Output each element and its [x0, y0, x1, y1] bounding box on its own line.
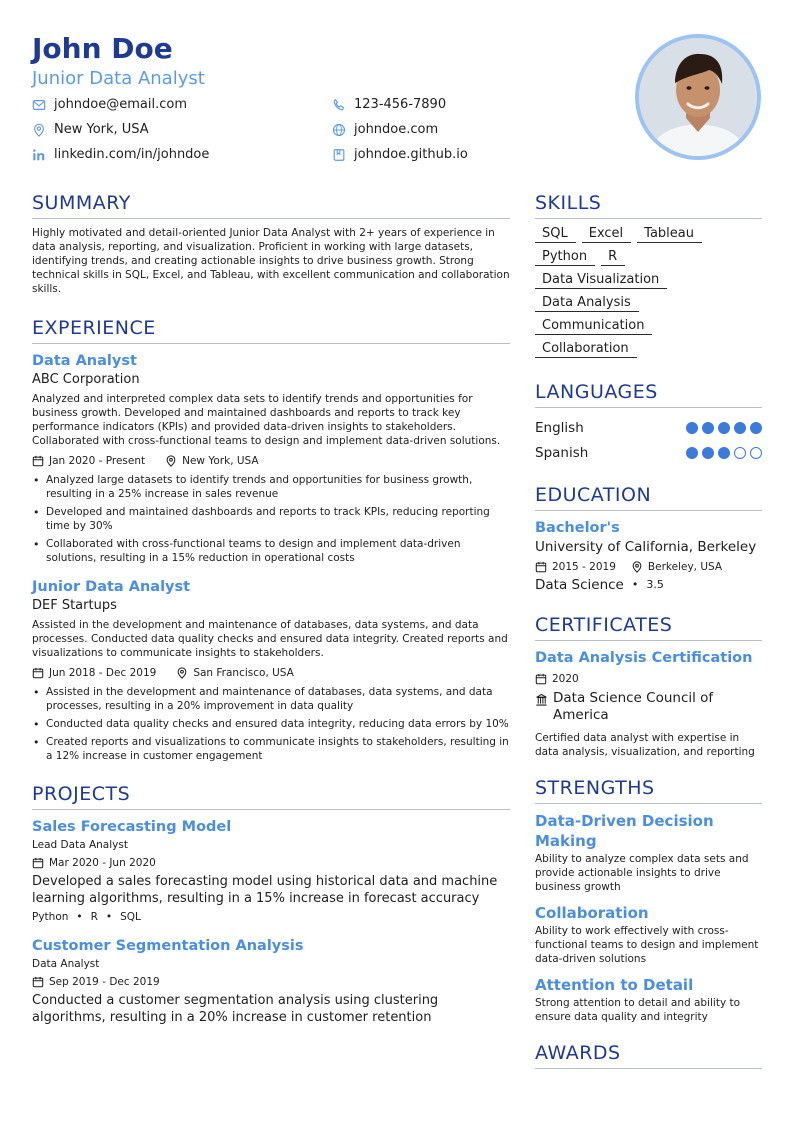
- experience-bullets: [32, 685, 510, 763]
- certificate-name: Data Analysis Certification: [535, 650, 753, 666]
- level-dot-filled: [702, 422, 714, 434]
- contact-website[interactable]: [332, 120, 592, 139]
- calendar-icon: [535, 673, 547, 685]
- project-tag: SQL: [120, 911, 141, 923]
- bullet-item: • Assisted in the development and maintenance of databases, data systems, and data processes, resulting in a 20% improvement in data quality: [46, 685, 510, 713]
- bullet-item: • Analyzed large datasets to identify trends and opportunities for business growth, resulting in a 25% increase in sales revenue: [46, 473, 510, 501]
- education-meta: [535, 559, 762, 575]
- experience-description: Assisted in the development and maintenance of databases, data systems, and data processes. Conducted data quality checks and ensured data integrity. Created reports and visualizations to communicate insights to stakeholders.: [32, 619, 508, 659]
- education-field-row: Data Science • 3.5: [535, 577, 664, 593]
- calendar-icon: [32, 455, 44, 467]
- calendar-icon: [32, 857, 44, 869]
- project-description: Developed a sales forecasting model using historical data and machine learning algorithms, resulting in a 15% increase in forecast accuracy: [32, 874, 498, 906]
- level-dot-empty: [734, 447, 746, 459]
- calendar-icon: [535, 561, 547, 573]
- strength-text: Ability to work effectively with cross-functional teams to design and implement data-driven solutions: [535, 925, 759, 965]
- location-text: New York, USA: [54, 122, 149, 137]
- project-dates: Sep 2019 - Dec 2019: [49, 976, 160, 988]
- skills-heading: SKILLS: [535, 190, 762, 219]
- globe-icon: [332, 123, 346, 137]
- certificate-meta: [535, 671, 762, 687]
- experience-dates: Jun 2018 - Dec 2019: [49, 667, 157, 679]
- skill-tag: Excel: [582, 226, 631, 243]
- experience-bullets: [32, 473, 510, 565]
- contact-github[interactable]: [332, 145, 592, 164]
- experience-description: Analyzed and interpreted complex data sets to identify trends and opportunities for business growth. Developed and maintained dashboards and reports to track key performance indicators (KPIs) and provided data-driven insights to stakeholders. Collaborated with cross-functional teams to design and implement data-driven solutions.: [32, 393, 501, 447]
- project-role: Lead Data Analyst: [32, 839, 128, 851]
- certificate-issuer: Data Science Council of America: [553, 690, 714, 723]
- contact-phone[interactable]: [332, 95, 592, 114]
- education-degree: Bachelor's: [535, 520, 620, 536]
- education-field: Data Science: [535, 577, 624, 593]
- bullet-item: • Developed and maintained dashboards and reports to track KPIs, reducing reporting time by 30%: [46, 505, 510, 533]
- summary-heading: SUMMARY: [32, 190, 510, 219]
- experience-company: ABC Corporation: [32, 372, 140, 387]
- level-dot-filled: [750, 422, 762, 434]
- experience-location: San Francisco, USA: [193, 667, 294, 679]
- phone-icon: [332, 98, 346, 112]
- experience-role: Data Analyst: [32, 353, 137, 369]
- skill-tag: Communication: [535, 318, 652, 335]
- certificate-description: Certified data analyst with expertise in data analysis, visualization, and reporting: [535, 732, 755, 758]
- project-name: Customer Segmentation Analysis: [32, 938, 304, 954]
- linkedin-icon: [32, 148, 46, 162]
- language-row: [535, 440, 762, 465]
- language-level-dots: [686, 447, 762, 459]
- language-row: [535, 415, 762, 440]
- strength-title: Collaboration: [535, 904, 649, 922]
- skill-tag: Python: [535, 249, 595, 266]
- skills-list: [535, 226, 762, 358]
- mail-icon: [32, 98, 46, 112]
- contact-email[interactable]: [32, 95, 332, 114]
- experience-location: New York, USA: [182, 455, 259, 467]
- project-item: [32, 817, 510, 924]
- strength-text: Strong attention to detail and ability to ensure data quality and integrity: [535, 997, 741, 1023]
- building-icon: [535, 693, 548, 706]
- resume-header: [32, 32, 592, 164]
- language-name: Spanish: [535, 444, 589, 461]
- bookmark-icon: [332, 148, 346, 162]
- bullet-item: • Collaborated with cross-functional teams to design and implement data-driven solutions, resulting in a 15% reduction in operational costs: [46, 537, 510, 565]
- bullet-item: • Created reports and visualizations to communicate insights to stakeholders, resulting in a 12% increase in customer engagement: [46, 735, 510, 763]
- project-dates: Mar 2020 - Jun 2020: [49, 857, 156, 869]
- contact-list: [32, 95, 592, 164]
- strength-title: Attention to Detail: [535, 976, 694, 994]
- level-dot-filled: [734, 422, 746, 434]
- project-name: Sales Forecasting Model: [32, 819, 232, 835]
- summary-text: Highly motivated and detail-oriented Junior Data Analyst with 2+ years of experience in data analysis, reporting, and visualization. Proficient in working with large datasets, identifying trends, and creating actionable insights to drive business growth. Strong technical skills in SQL, Excel, and Tableau, with excellent communication and collaboration skills.: [32, 227, 510, 295]
- language-level-dots: [686, 422, 762, 434]
- portrait-illustration: [639, 38, 757, 156]
- level-dot-filled: [718, 447, 730, 459]
- level-dot-filled: [702, 447, 714, 459]
- education-location: Berkeley, USA: [647, 561, 723, 573]
- language-name: English: [535, 419, 584, 436]
- skill-tag: Collaboration: [535, 341, 637, 358]
- strength-text: Ability to analyze complex data sets and provide actionable insights to drive business growth: [535, 853, 749, 893]
- education-heading: EDUCATION: [535, 482, 762, 511]
- profile-photo: [635, 34, 761, 160]
- experience-heading: EXPERIENCE: [32, 315, 510, 344]
- strength-item: [535, 903, 762, 966]
- level-dot-filled: [718, 422, 730, 434]
- right-column: [535, 190, 762, 1076]
- skill-tag: SQL: [535, 226, 576, 243]
- projects-heading: PROJECTS: [32, 781, 510, 810]
- skill-tag: Data Analysis: [535, 295, 639, 312]
- level-dot-filled: [686, 447, 698, 459]
- strength-item: [535, 975, 762, 1024]
- certificate-year: 2020: [552, 673, 579, 685]
- experience-role: Junior Data Analyst: [32, 579, 191, 595]
- contact-linkedin[interactable]: [32, 145, 332, 164]
- location-pin-icon: [631, 561, 643, 573]
- calendar-icon: [32, 667, 44, 679]
- experience-company: DEF Startups: [32, 598, 117, 613]
- strength-item: [535, 811, 762, 894]
- level-dot-filled: [686, 422, 698, 434]
- bullet-item: • Conducted data quality checks and ensured data integrity, reducing data errors by 10%: [46, 717, 510, 731]
- education-school: University of California, Berkeley: [535, 539, 757, 555]
- education-gpa: 3.5: [646, 578, 664, 591]
- awards-heading: AWARDS: [535, 1040, 762, 1069]
- left-column: [32, 190, 510, 1026]
- skill-tag: R: [601, 249, 625, 266]
- phone-text: 123-456-7890: [354, 97, 447, 112]
- strengths-heading: STRENGTHS: [535, 775, 762, 804]
- skill-tag: Tableau: [637, 226, 702, 243]
- education-dates: 2015 - 2019: [552, 561, 616, 573]
- calendar-icon: [32, 976, 44, 988]
- github-text: johndoe.github.io: [354, 147, 468, 162]
- languages-heading: LANGUAGES: [535, 379, 762, 408]
- project-role: Data Analyst: [32, 958, 100, 970]
- project-item: [32, 936, 510, 1026]
- location-pin-icon: [165, 455, 177, 467]
- experience-meta: [32, 665, 510, 681]
- experience-item: [32, 351, 510, 565]
- strength-title: Data-Driven Decision Making: [535, 812, 714, 850]
- project-meta: [32, 974, 510, 990]
- experience-dates: Jan 2020 - Present: [49, 455, 146, 467]
- candidate-name: John Doe: [32, 32, 173, 65]
- project-meta: [32, 855, 510, 871]
- project-tag: Python: [32, 911, 69, 923]
- email-text: johndoe@email.com: [54, 97, 187, 112]
- skill-tag: Data Visualization: [535, 272, 667, 289]
- certificates-heading: CERTIFICATES: [535, 612, 762, 641]
- location-pin-icon: [32, 123, 46, 137]
- experience-item: [32, 577, 510, 763]
- experience-meta: [32, 453, 510, 469]
- website-text: johndoe.com: [354, 122, 439, 137]
- project-tag: R: [90, 911, 98, 923]
- linkedin-text: linkedin.com/in/johndoe: [54, 147, 210, 162]
- contact-location: [32, 120, 332, 139]
- certificate-issuer-row: [535, 690, 762, 724]
- location-pin-icon: [176, 667, 188, 679]
- project-tags: Python • R • SQL: [32, 911, 141, 923]
- candidate-title: Junior Data Analyst: [32, 68, 205, 89]
- project-description: Conducted a customer segmentation analysis using clustering algorithms, resulting in a 20% increase in customer retention: [32, 993, 439, 1025]
- level-dot-empty: [750, 447, 762, 459]
